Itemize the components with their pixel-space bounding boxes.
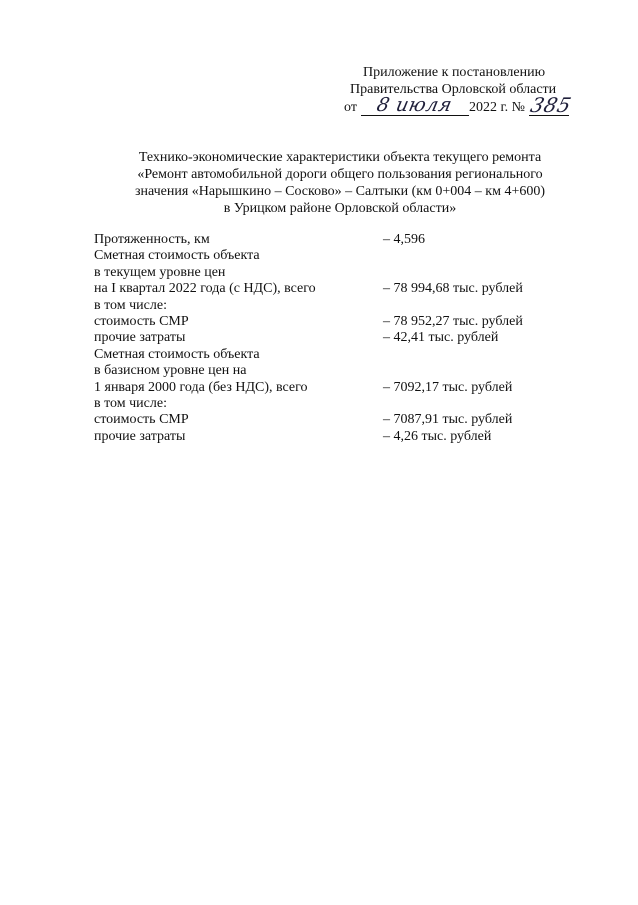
date-field [361,94,469,116]
item-label: на I квартал 2022 года (с НДС), всего [94,281,316,297]
item-label: стоимость СМР [94,412,189,428]
item-label: в текущем уровне цен [94,264,226,280]
list-item [94,330,564,346]
list-item [94,412,564,428]
title-line: значения «Нарышкино – Сосково» – Салтыки (км 0+004 – км 4+600) [134,184,546,199]
list-item [94,347,564,363]
handwritten-number: 385 [527,93,575,117]
item-label: прочие затраты [94,330,186,346]
item-label: стоимость СМР [94,314,189,330]
document-title [100,149,580,217]
list-item [94,248,564,264]
title-line: в Урицком районе Орловской области» [223,201,457,216]
title-line: Технико-экономические характеристики объекта текущего ремонта [138,150,542,165]
characteristics-list [94,232,564,445]
list-item [94,396,564,412]
item-label: Сметная стоимость объекта [94,346,260,362]
item-label: Сметная стоимость объекта [94,248,260,264]
prefix-ot: от [344,100,357,115]
item-label: Протяженность, км [94,232,210,247]
list-item [94,265,564,281]
appendix-line-1: Приложение к постановлению [363,65,546,80]
item-label: прочие затраты [94,428,186,444]
title-line: «Ремонт автомобильной дороги общего пользования регионального [137,167,543,182]
list-item [94,429,564,445]
list-item [94,380,564,396]
appendix-line-2: Правительства Орловской области [350,82,557,97]
year-number-label: 2022 г. № [468,100,525,115]
list-item [94,281,564,297]
list-item [94,298,564,314]
item-value: – 4,26 тыс. рублей [383,428,492,444]
item-value: – 7092,17 тыс. рублей [383,379,513,395]
item-value: – 42,41 тыс. рублей [383,330,499,346]
list-item [94,363,564,379]
appendix-date-line [344,93,575,117]
item-value: – 78 994,68 тыс. рублей [383,281,523,297]
number-field [527,93,575,117]
item-value: – 7087,91 тыс. рублей [383,412,513,428]
item-label: в том числе: [94,297,167,313]
item-value: – 78 952,27 тыс. рублей [383,314,523,330]
item-label: в базисном уровне цен на [94,363,247,379]
item-label: 1 января 2000 года (без НДС), всего [94,379,308,395]
item-value: – 4,596 [383,232,425,247]
handwritten-date: 8 июля [374,94,455,116]
list-item [94,232,564,248]
item-label: в том числе: [94,396,167,412]
list-item [94,314,564,330]
